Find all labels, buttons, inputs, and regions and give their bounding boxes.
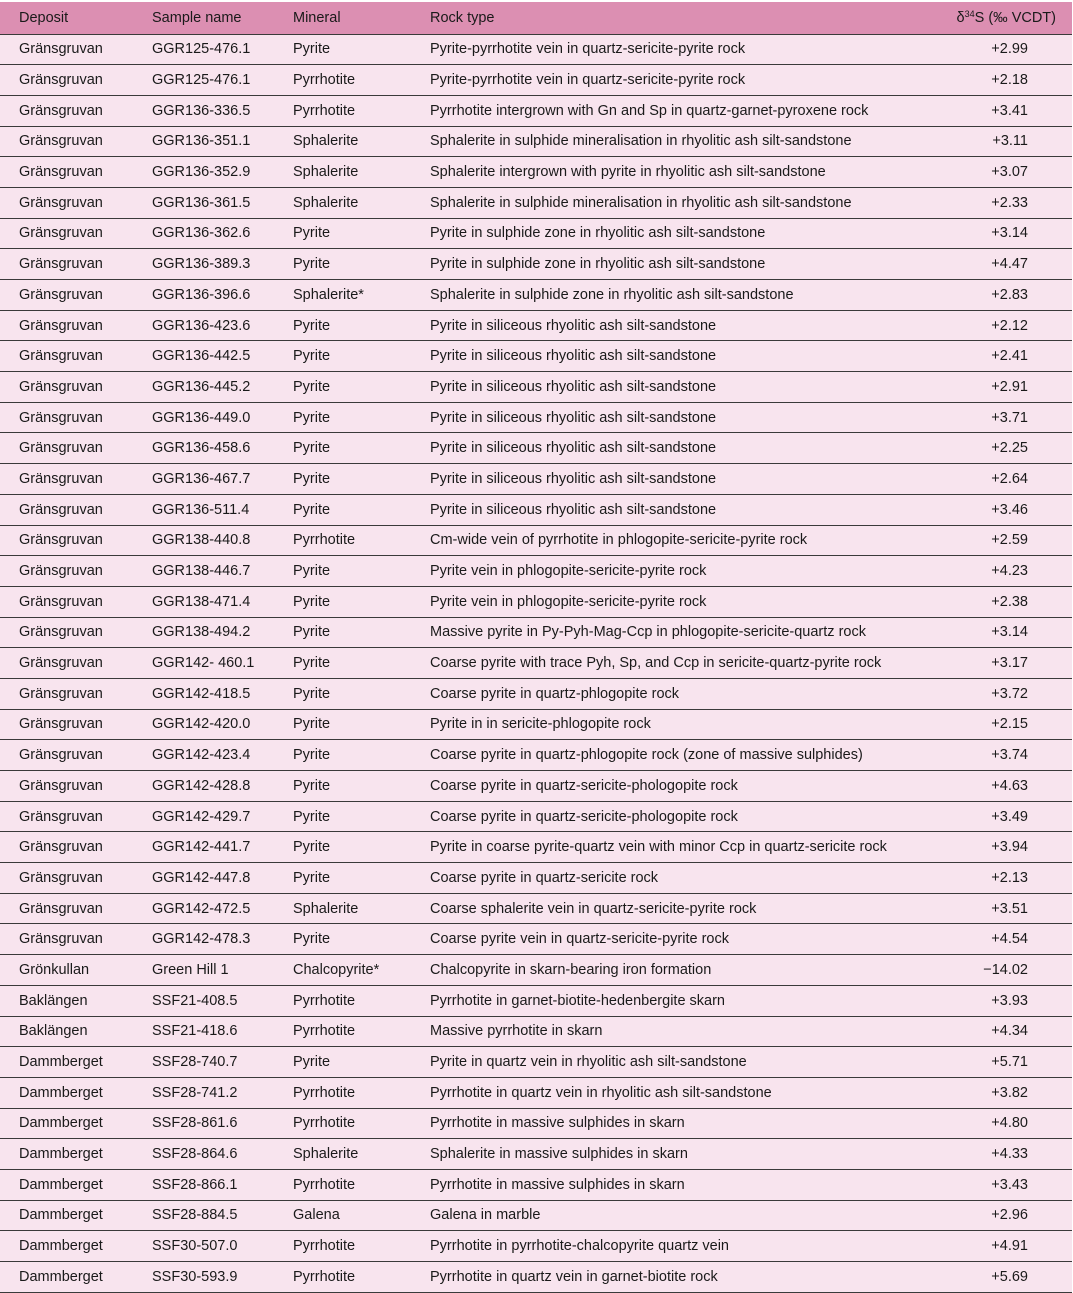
table-row [0,187,1072,218]
table-row [0,617,1072,648]
header-delta-prefix: δ [956,10,965,27]
table-row [0,955,1072,986]
cell-delta34s: +3.07 [991,164,1028,181]
cell-delta34s: +4.34 [991,1023,1028,1040]
cell-rock-type: Pyrite in sulphide zone in rhyolitic ash silt-sandstone [430,225,766,242]
cell-delta34s: +3.14 [991,225,1028,242]
cell-rock-type: Galena in marble [430,1207,541,1224]
cell-mineral: Pyrrhotite [293,992,356,1009]
cell-sample-name: GGR136-511.4 [152,501,250,518]
table-row [0,249,1072,280]
table-row [0,832,1072,863]
cell-delta34s: +3.11 [992,133,1028,150]
cell-mineral: Sphalerite [293,133,359,150]
cell-mineral: Sphalerite [293,194,359,211]
cell-delta34s: +2.25 [991,440,1028,457]
header-delta34s [931,2,1072,34]
table-row [0,863,1072,894]
table-row [0,1047,1072,1078]
cell-mineral: Pyrite [293,716,331,733]
cell-sample-name: GGR136-352.9 [152,164,251,181]
cell-deposit: Gränsgruvan [19,440,103,457]
cell-delta34s: +3.74 [991,747,1028,764]
cell-sample-name: GGR136-458.6 [152,440,251,457]
cell-delta34s: +4.91 [991,1238,1028,1255]
table-row [0,1231,1072,1262]
table-row [0,1016,1072,1047]
table-row [0,771,1072,802]
cell-mineral: Pyrite [293,378,331,395]
table-row [0,556,1072,587]
cell-mineral: Pyrrhotite [293,532,356,549]
cell-deposit: Gränsgruvan [19,839,103,856]
table-row [0,34,1072,65]
cell-rock-type: Sphalerite intergrown with pyrite in rhyolitic ash silt-sandstone [430,164,826,181]
cell-sample-name: GGR136-445.2 [152,378,251,395]
cell-deposit: Baklängen [19,992,88,1009]
table-row [0,126,1072,157]
cell-rock-type: Pyrrhotite in pyrrhotite-chalcopyrite quartz vein [430,1238,729,1255]
cell-deposit: Gränsgruvan [19,501,103,518]
cell-delta34s: +2.15 [991,716,1028,733]
cell-rock-type: Sphalerite in sulphide zone in rhyolitic ash silt-sandstone [430,286,794,303]
cell-deposit: Dammberget [19,1268,103,1285]
table-row [0,801,1072,832]
table-row [0,341,1072,372]
cell-rock-type: Pyrite-pyrrhotite vein in quartz-sericite-pyrite rock [430,72,746,89]
cell-mineral: Pyrite [293,256,331,273]
header-mineral: Mineral [293,9,341,26]
cell-deposit: Dammberget [19,1207,103,1224]
cell-deposit: Gränsgruvan [19,563,103,580]
table-row [0,280,1072,311]
cell-mineral: Pyrite [293,470,331,487]
table-row [0,586,1072,617]
cell-deposit: Gränsgruvan [19,409,103,426]
table-row [0,1169,1072,1200]
cell-rock-type: Pyrite vein in phlogopite-sericite-pyrite rock [430,593,707,610]
cell-delta34s: +4.33 [991,1146,1028,1163]
cell-rock-type: Pyrite in siliceous rhyolitic ash silt-sandstone [430,348,717,365]
cell-delta34s: +4.63 [991,777,1028,794]
cell-deposit: Dammberget [19,1238,103,1255]
cell-delta34s: +3.94 [991,839,1028,856]
cell-rock-type: Coarse pyrite in quartz-sericite-phologopite rock [430,808,738,825]
table-row [0,95,1072,126]
cell-delta34s: +5.69 [991,1268,1028,1285]
table-row [0,1077,1072,1108]
cell-mineral: Pyrite [293,501,331,518]
cell-sample-name: GGR136-467.7 [152,470,251,487]
cell-rock-type: Pyrite in siliceous rhyolitic ash silt-sandstone [430,317,717,334]
cell-mineral: Sphalerite [293,164,359,181]
cell-deposit: Baklängen [19,1023,88,1040]
table-header [0,2,1072,34]
cell-deposit: Dammberget [19,1115,103,1132]
cell-sample-name: GGR138-494.2 [152,624,251,641]
cell-mineral: Pyrite [293,41,331,58]
cell-delta34s: +2.12 [991,317,1028,334]
cell-mineral: Pyrite [293,409,331,426]
cell-mineral: Pyrrhotite [293,72,356,89]
cell-deposit: Gränsgruvan [19,378,103,395]
cell-delta34s: +3.14 [991,624,1028,641]
header-row [0,2,1072,34]
cell-mineral: Pyrite [293,931,331,948]
header-rock-type: Rock type [430,9,495,26]
cell-sample-name: GGR142-423.4 [152,747,251,764]
cell-sample-name: GGR142-447.8 [152,869,251,886]
cell-deposit: Gränsgruvan [19,102,103,119]
cell-delta34s: +2.59 [991,532,1028,549]
table-row [0,65,1072,96]
sulphur-isotope-table [0,2,1072,1293]
cell-rock-type: Pyrite in siliceous rhyolitic ash silt-sandstone [430,409,717,426]
cell-mineral: Sphalerite [293,1146,359,1163]
cell-mineral: Pyrrhotite [293,1023,356,1040]
cell-delta34s: +3.72 [991,685,1028,702]
table-row [0,648,1072,679]
cell-sample-name: GGR142-429.7 [152,808,251,825]
cell-deposit: Gränsgruvan [19,685,103,702]
cell-sample-name: GGR125-476.1 [152,41,251,58]
header-sample-name: Sample name [152,9,242,26]
cell-deposit: Dammberget [19,1054,103,1071]
table-row [0,218,1072,249]
cell-deposit: Gränsgruvan [19,593,103,610]
cell-delta34s: +3.82 [991,1084,1028,1101]
cell-mineral: Pyrrhotite [293,1268,356,1285]
cell-rock-type: Pyrite-pyrrhotite vein in quartz-sericite-pyrite rock [430,41,746,58]
table-row [0,740,1072,771]
cell-mineral: Pyrite [293,593,331,610]
table-row [0,402,1072,433]
table-row [0,678,1072,709]
cell-sample-name: SSF21-408.5 [152,992,238,1009]
cell-deposit: Gränsgruvan [19,777,103,794]
cell-rock-type: Pyrrhotite in massive sulphides in skarn [430,1176,685,1193]
cell-mineral: Pyrite [293,869,331,886]
table-row [0,494,1072,525]
cell-rock-type: Chalcopyrite in skarn-bearing iron formation [430,961,712,978]
cell-mineral: Sphalerite* [293,286,364,303]
cell-delta34s: +3.46 [991,501,1028,518]
cell-rock-type: Pyrite in coarse pyrite-quartz vein with minor Ccp in quartz-sericite rock [430,839,887,856]
cell-deposit: Gränsgruvan [19,869,103,886]
cell-sample-name: SSF30-593.9 [152,1268,238,1285]
cell-rock-type: Pyrite in siliceous rhyolitic ash silt-sandstone [430,501,717,518]
cell-deposit: Gränsgruvan [19,716,103,733]
header-delta-suffix: S (‰ VCDT) [974,10,1056,27]
cell-sample-name: SSF28-740.7 [152,1054,238,1071]
cell-sample-name: SSF30-507.0 [152,1238,238,1255]
cell-mineral: Pyrite [293,839,331,856]
cell-rock-type: Pyrrhotite in quartz vein in rhyolitic ash silt-sandstone [430,1084,772,1101]
cell-sample-name: SSF21-418.6 [152,1023,238,1040]
cell-rock-type: Pyrite in sulphide zone in rhyolitic ash silt-sandstone [430,256,766,273]
cell-deposit: Gränsgruvan [19,317,103,334]
cell-deposit: Gränsgruvan [19,194,103,211]
cell-mineral: Pyrite [293,624,331,641]
cell-delta34s: +5.71 [991,1054,1028,1071]
cell-deposit: Gränsgruvan [19,655,103,672]
cell-delta34s: +3.41 [991,102,1028,119]
table-row [0,1108,1072,1139]
table-row [0,372,1072,403]
cell-mineral: Pyrite [293,747,331,764]
cell-deposit: Gränsgruvan [19,348,103,365]
cell-rock-type: Cm-wide vein of pyrrhotite in phlogopite-sericite-pyrite rock [430,532,808,549]
cell-delta34s: +2.38 [991,593,1028,610]
cell-delta34s: +2.41 [991,348,1028,365]
cell-delta34s: +2.99 [991,41,1028,58]
cell-deposit: Gränsgruvan [19,747,103,764]
cell-deposit: Dammberget [19,1084,103,1101]
cell-mineral: Pyrrhotite [293,1115,356,1132]
cell-delta34s: +2.18 [991,72,1028,89]
cell-rock-type: Sphalerite in massive sulphides in skarn [430,1146,688,1163]
cell-sample-name: GGR142-420.0 [152,716,251,733]
cell-deposit: Gränsgruvan [19,624,103,641]
table-row [0,310,1072,341]
cell-deposit: Gränsgruvan [19,286,103,303]
cell-delta34s: +2.33 [991,194,1028,211]
cell-delta34s: +3.43 [991,1176,1028,1193]
cell-sample-name: GGR138-446.7 [152,563,251,580]
cell-sample-name: GGR138-440.8 [152,532,251,549]
cell-delta34s: +2.83 [991,286,1028,303]
cell-rock-type: Coarse pyrite in quartz-sericite rock [430,869,659,886]
cell-deposit: Gränsgruvan [19,808,103,825]
table-body [0,34,1072,1292]
cell-sample-name: GGR142-418.5 [152,685,251,702]
cell-rock-type: Pyrrhotite in quartz vein in garnet-biotite rock [430,1268,718,1285]
cell-rock-type: Massive pyrrhotite in skarn [430,1023,603,1040]
cell-sample-name: GGR125-476.1 [152,72,251,89]
cell-sample-name: SSF28-866.1 [152,1176,238,1193]
cell-delta34s: +3.51 [991,900,1028,917]
cell-sample-name: SSF28-741.2 [152,1084,238,1101]
cell-mineral: Pyrrhotite [293,1176,356,1193]
cell-deposit: Gränsgruvan [19,470,103,487]
table-row [0,525,1072,556]
cell-mineral: Pyrite [293,685,331,702]
cell-sample-name: SSF28-884.5 [152,1207,238,1224]
cell-sample-name: GGR136-389.3 [152,256,251,273]
cell-delta34s: +2.13 [991,869,1028,886]
table-row [0,433,1072,464]
cell-sample-name: SSF28-861.6 [152,1115,238,1132]
cell-sample-name: GGR136-351.1 [152,133,251,150]
table-row [0,464,1072,495]
cell-sample-name: GGR142-441.7 [152,839,251,856]
cell-delta34s: +4.23 [991,563,1028,580]
cell-deposit: Gränsgruvan [19,41,103,58]
cell-mineral: Galena [293,1207,340,1224]
cell-deposit: Gränsgruvan [19,900,103,917]
cell-deposit: Gränsgruvan [19,164,103,181]
table-row [0,1200,1072,1231]
cell-deposit: Gränsgruvan [19,256,103,273]
cell-rock-type: Pyrrhotite in massive sulphides in skarn [430,1115,685,1132]
table-row [0,1139,1072,1170]
cell-deposit: Gränsgruvan [19,133,103,150]
cell-sample-name: GGR138-471.4 [152,593,251,610]
cell-sample-name: GGR142-428.8 [152,777,251,794]
cell-rock-type: Pyrite in siliceous rhyolitic ash silt-sandstone [430,378,717,395]
cell-deposit: Grönkullan [19,961,90,978]
cell-rock-type: Coarse pyrite in quartz-phlogopite rock [430,685,680,702]
cell-deposit: Gränsgruvan [19,931,103,948]
cell-rock-type: Pyrite vein in phlogopite-sericite-pyrite rock [430,563,707,580]
cell-mineral: Pyrite [293,777,331,794]
cell-rock-type: Pyrite in in sericite-phlogopite rock [430,716,651,733]
cell-rock-type: Pyrrhotite intergrown with Gn and Sp in quartz-garnet-pyroxene rock [430,102,869,119]
cell-deposit: Dammberget [19,1146,103,1163]
cell-delta34s: +4.80 [991,1115,1028,1132]
cell-rock-type: Massive pyrite in Py-Pyh-Mag-Ccp in phlogopite-sericite-quartz rock [430,624,866,641]
cell-mineral: Pyrite [293,348,331,365]
cell-sample-name: GGR136-361.5 [152,194,251,211]
cell-mineral: Pyrite [293,1054,331,1071]
cell-delta34s: +2.64 [991,470,1028,487]
cell-rock-type: Coarse pyrite with trace Pyh, Sp, and Ccp in sericite-quartz-pyrite rock [430,655,882,672]
cell-delta34s: +2.96 [991,1207,1028,1224]
cell-mineral: Sphalerite [293,900,359,917]
cell-sample-name: GGR142-472.5 [152,900,251,917]
cell-sample-name: GGR136-423.6 [152,317,251,334]
cell-delta34s: +2.91 [991,378,1028,395]
header-delta-sup: 34 [964,9,975,20]
cell-rock-type: Pyrite in siliceous rhyolitic ash silt-sandstone [430,470,717,487]
cell-mineral: Chalcopyrite* [293,961,380,978]
cell-sample-name: GGR136-362.6 [152,225,251,242]
cell-mineral: Pyrite [293,563,331,580]
cell-sample-name: GGR142-478.3 [152,931,251,948]
cell-rock-type: Sphalerite in sulphide mineralisation in rhyolitic ash silt-sandstone [430,133,852,150]
cell-rock-type: Pyrite in siliceous rhyolitic ash silt-sandstone [430,440,717,457]
cell-rock-type: Sphalerite in sulphide mineralisation in rhyolitic ash silt-sandstone [430,194,852,211]
cell-sample-name: GGR136-442.5 [152,348,251,365]
cell-delta34s: +3.49 [991,808,1028,825]
cell-deposit: Gränsgruvan [19,225,103,242]
cell-mineral: Pyrite [293,808,331,825]
cell-delta34s: +3.17 [991,655,1028,672]
table-row [0,924,1072,955]
cell-sample-name: GGR136-336.5 [152,102,251,119]
cell-sample-name: GGR142- 460.1 [152,655,255,672]
cell-rock-type: Coarse pyrite in quartz-sericite-phologopite rock [430,777,738,794]
cell-rock-type: Coarse pyrite vein in quartz-sericite-pyrite rock [430,931,729,948]
cell-mineral: Pyrite [293,317,331,334]
cell-deposit: Gränsgruvan [19,532,103,549]
cell-sample-name: Green Hill 1 [152,961,229,978]
cell-rock-type: Pyrite in quartz vein in rhyolitic ash silt-sandstone [430,1054,747,1071]
cell-mineral: Pyrrhotite [293,1084,356,1101]
cell-delta34s: −14.02 [983,961,1028,978]
cell-sample-name: GGR136-396.6 [152,286,251,303]
table-row [0,1262,1072,1293]
table-row [0,709,1072,740]
cell-rock-type: Coarse sphalerite vein in quartz-sericite-pyrite rock [430,900,757,917]
cell-mineral: Pyrrhotite [293,1238,356,1255]
cell-mineral: Pyrite [293,225,331,242]
cell-delta34s: +4.54 [991,931,1028,948]
table-row [0,893,1072,924]
header-deposit: Deposit [19,9,69,26]
cell-delta34s: +3.93 [991,992,1028,1009]
cell-delta34s: +3.71 [991,409,1028,426]
cell-sample-name: GGR136-449.0 [152,409,251,426]
cell-rock-type: Coarse pyrite in quartz-phlogopite rock (zone of massive sulphides) [430,747,863,764]
cell-rock-type: Pyrrhotite in garnet-biotite-hedenbergite skarn [430,992,725,1009]
cell-sample-name: SSF28-864.6 [152,1146,238,1163]
cell-deposit: Dammberget [19,1176,103,1193]
cell-mineral: Pyrite [293,440,331,457]
cell-mineral: Pyrrhotite [293,102,356,119]
cell-deposit: Gränsgruvan [19,72,103,89]
table-row [0,157,1072,188]
cell-delta34s: +4.47 [991,256,1028,273]
cell-mineral: Pyrite [293,655,331,672]
table-row [0,985,1072,1016]
